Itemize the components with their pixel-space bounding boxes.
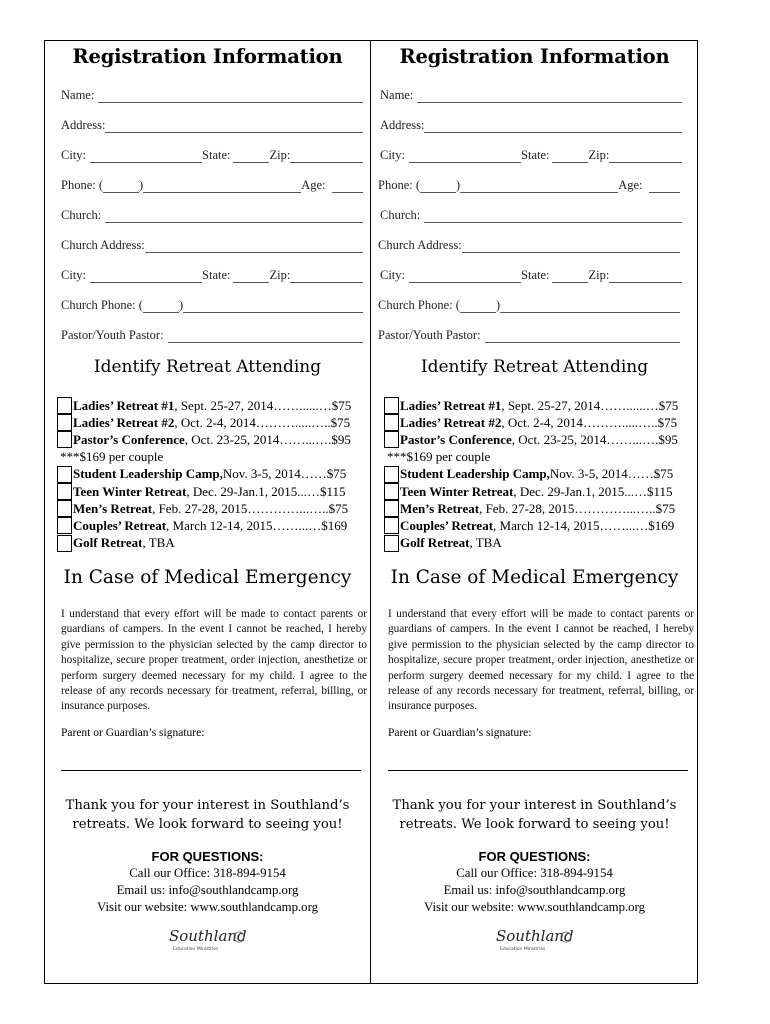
church-label: Church: bbox=[380, 208, 421, 222]
retreat-option[interactable]: Teen Winter Retreat , Dec. 29-Jan.1, 2015...…$115 bbox=[384, 483, 696, 500]
name-label: Name: bbox=[61, 88, 95, 102]
email-contact: Email us: info@southlandcamp.org bbox=[116, 883, 299, 897]
medical-section-title: In Case of Medical Emergency bbox=[63, 567, 352, 588]
church-field[interactable] bbox=[380, 207, 682, 223]
office-phone: Call our Office: 318-894-9154 bbox=[129, 866, 286, 880]
checkbox[interactable] bbox=[384, 414, 399, 431]
signature-line[interactable] bbox=[61, 770, 361, 771]
checkbox[interactable] bbox=[57, 483, 72, 500]
retreat-option[interactable]: Ladies’ Retreat #1 , Sept. 25-27, 2014……......…$75 bbox=[384, 397, 696, 414]
website-contact: Visit our website: www.southlandcamp.org bbox=[423, 900, 645, 914]
checkbox[interactable] bbox=[57, 431, 72, 448]
email-contact: Email us: info@southlandcamp.org bbox=[443, 883, 626, 897]
svg-text:Southland: Southland bbox=[169, 927, 247, 945]
checkbox[interactable] bbox=[384, 535, 399, 552]
questions-heading: FOR QUESTIONS: bbox=[151, 849, 264, 864]
phone-label: Phone: ( bbox=[378, 178, 421, 192]
signature-label: Parent or Guardian’s signature: bbox=[388, 727, 532, 739]
zip-label: Zip: bbox=[269, 148, 291, 162]
registration-title: Registration Information bbox=[399, 45, 670, 68]
church-address-field[interactable] bbox=[378, 237, 680, 253]
checkbox[interactable] bbox=[384, 500, 399, 517]
checkbox[interactable] bbox=[384, 483, 399, 500]
medical-consent-text: I understand that every effort will be made to contact parents or guardians of campers. In the event I cannot be reached, I hereby give permission to the physician selected by the camp director to hospitalize, secure proper treatment, order injection, anesthetize or perform surgery deemed necessary for my child. I agree to the release of any records necessary for treatment, referral, billing, or insurance purposes. bbox=[388, 608, 694, 713]
checkbox[interactable] bbox=[384, 431, 399, 448]
zip-label: Zip: bbox=[588, 268, 610, 282]
address-label: Address: bbox=[380, 118, 425, 132]
thanks-message: Thank you for your interest in Southland’s retreats. We look forward to seeing you! bbox=[65, 798, 350, 832]
state-label: State: bbox=[521, 148, 550, 162]
address-field[interactable] bbox=[61, 117, 363, 133]
checkbox[interactable] bbox=[57, 414, 72, 431]
church-address-label: Church Address: bbox=[378, 238, 462, 252]
retreat-option[interactable]: Men’s Retreat , Feb. 27-28, 2015…………...…..$75 bbox=[57, 500, 369, 517]
office-phone: Call our Office: 318-894-9154 bbox=[456, 866, 613, 880]
church-phone-label: Church Phone: ( bbox=[61, 298, 143, 312]
contact-info bbox=[45, 865, 370, 916]
form-panel-right bbox=[372, 41, 697, 983]
state-label: State: bbox=[202, 148, 231, 162]
retreat-option[interactable]: Golf Retreat , TBA bbox=[384, 535, 696, 552]
signature-line[interactable] bbox=[388, 770, 688, 771]
zip-label: Zip: bbox=[269, 268, 291, 282]
couple-note: ***$169 per couple bbox=[387, 449, 491, 465]
contact-info bbox=[372, 865, 697, 916]
form-panel-left bbox=[45, 41, 370, 983]
phone-label: Phone: ( bbox=[61, 178, 104, 192]
church-address-field[interactable] bbox=[61, 237, 363, 253]
retreat-section-title: Identify Retreat Attending bbox=[93, 357, 322, 377]
age-label: Age: bbox=[618, 178, 643, 192]
address-field[interactable] bbox=[380, 117, 682, 133]
city-state-zip-field[interactable] bbox=[380, 147, 682, 163]
city-label: City: bbox=[61, 268, 87, 282]
church-label: Church: bbox=[61, 208, 102, 222]
retreat-option[interactable]: Golf Retreat , TBA bbox=[57, 535, 369, 552]
checkbox[interactable] bbox=[57, 397, 72, 414]
questions-heading: FOR QUESTIONS: bbox=[478, 849, 591, 864]
retreat-option[interactable]: Teen Winter Retreat , Dec. 29-Jan.1, 2015...…$115 bbox=[57, 483, 369, 500]
age-label: Age: bbox=[301, 178, 326, 192]
svg-text:Education Ministries: Education Ministries bbox=[500, 947, 546, 952]
svg-text:Education Ministries: Education Ministries bbox=[173, 947, 219, 952]
retreat-option[interactable]: Student Leadership Camp, Nov. 3-5, 2014……$75 bbox=[57, 466, 369, 483]
retreat-option[interactable]: Couples’ Retreat , March 12-14, 2015……...…$169 bbox=[57, 517, 369, 534]
church-phone-field[interactable]: Church Phone: ( ) bbox=[61, 297, 363, 313]
pastor-field[interactable] bbox=[378, 327, 680, 343]
retreat-option[interactable]: Pastor’s Conference , Oct. 23-25, 2014……...….$95 bbox=[57, 431, 369, 448]
phone-age-field[interactable]: Phone: ( ) Age: bbox=[378, 177, 680, 193]
couple-note: ***$169 per couple bbox=[60, 449, 164, 465]
checkbox[interactable] bbox=[384, 517, 399, 534]
panel-divider bbox=[370, 41, 371, 983]
checkbox[interactable] bbox=[384, 397, 399, 414]
retreat-list bbox=[57, 397, 369, 552]
svg-text:Southland: Southland bbox=[496, 927, 574, 945]
church-city-state-zip-field[interactable] bbox=[61, 267, 363, 283]
thanks-message: Thank you for your interest in Southland’s retreats. We look forward to seeing you! bbox=[392, 798, 677, 832]
address-label: Address: bbox=[61, 118, 106, 132]
name-label: Name: bbox=[380, 88, 414, 102]
city-label: City: bbox=[380, 268, 406, 282]
southland-logo bbox=[167, 923, 247, 955]
city-label: City: bbox=[380, 148, 406, 162]
city-label: City: bbox=[61, 148, 87, 162]
retreat-option[interactable]: Ladies’ Retreat #2 , Oct. 2-4, 2014……….....…..$75 bbox=[57, 414, 369, 431]
checkbox[interactable] bbox=[57, 535, 72, 552]
church-city-state-zip-field[interactable] bbox=[380, 267, 682, 283]
church-field[interactable] bbox=[61, 207, 363, 223]
state-label: State: bbox=[521, 268, 550, 282]
church-phone-label: Church Phone: ( bbox=[378, 298, 460, 312]
pastor-field[interactable] bbox=[61, 327, 363, 343]
retreat-section-title: Identify Retreat Attending bbox=[420, 357, 649, 377]
checkbox[interactable] bbox=[384, 466, 399, 483]
retreat-option[interactable]: Ladies’ Retreat #2 , Oct. 2-4, 2014……….....…..$75 bbox=[384, 414, 696, 431]
registration-form-frame bbox=[44, 40, 698, 984]
retreat-option[interactable]: Couples’ Retreat , March 12-14, 2015……...…$169 bbox=[384, 517, 696, 534]
checkbox[interactable] bbox=[57, 466, 72, 483]
church-phone-field[interactable]: Church Phone: ( ) bbox=[378, 297, 680, 313]
state-label: State: bbox=[202, 268, 231, 282]
phone-age-field[interactable]: Phone: ( ) Age: bbox=[61, 177, 363, 193]
name-field[interactable] bbox=[380, 87, 682, 103]
southland-logo bbox=[494, 923, 574, 955]
city-state-zip-field[interactable] bbox=[61, 147, 363, 163]
medical-section-title: In Case of Medical Emergency bbox=[390, 567, 679, 588]
medical-consent-text: I understand that every effort will be made to contact parents or guardians of campers. In the event I cannot be reached, I hereby give permission to the physician selected by the camp director to hospitalize, secure proper treatment, order injection, anesthetize or perform surgery deemed necessary for my child. I agree to the release of any records necessary for treatment, referral, billing, or insurance purposes. bbox=[61, 608, 367, 713]
signature-label: Parent or Guardian’s signature: bbox=[61, 727, 205, 739]
checkbox[interactable] bbox=[57, 517, 72, 534]
church-address-label: Church Address: bbox=[61, 238, 145, 252]
zip-label: Zip: bbox=[588, 148, 610, 162]
retreat-option[interactable]: Student Leadership Camp, Nov. 3-5, 2014……$75 bbox=[384, 466, 696, 483]
website-contact: Visit our website: www.southlandcamp.org bbox=[96, 900, 318, 914]
retreat-option[interactable]: Pastor’s Conference , Oct. 23-25, 2014……...….$95 bbox=[384, 431, 696, 448]
retreat-option[interactable]: Ladies’ Retreat #1 , Sept. 25-27, 2014……......…$75 bbox=[57, 397, 369, 414]
pastor-label: Pastor/Youth Pastor: bbox=[378, 328, 481, 342]
registration-title: Registration Information bbox=[72, 45, 343, 68]
retreat-option[interactable]: Men’s Retreat , Feb. 27-28, 2015…………...…..$75 bbox=[384, 500, 696, 517]
pastor-label: Pastor/Youth Pastor: bbox=[61, 328, 164, 342]
name-field[interactable] bbox=[61, 87, 363, 103]
checkbox[interactable] bbox=[57, 500, 72, 517]
retreat-list bbox=[384, 397, 696, 552]
